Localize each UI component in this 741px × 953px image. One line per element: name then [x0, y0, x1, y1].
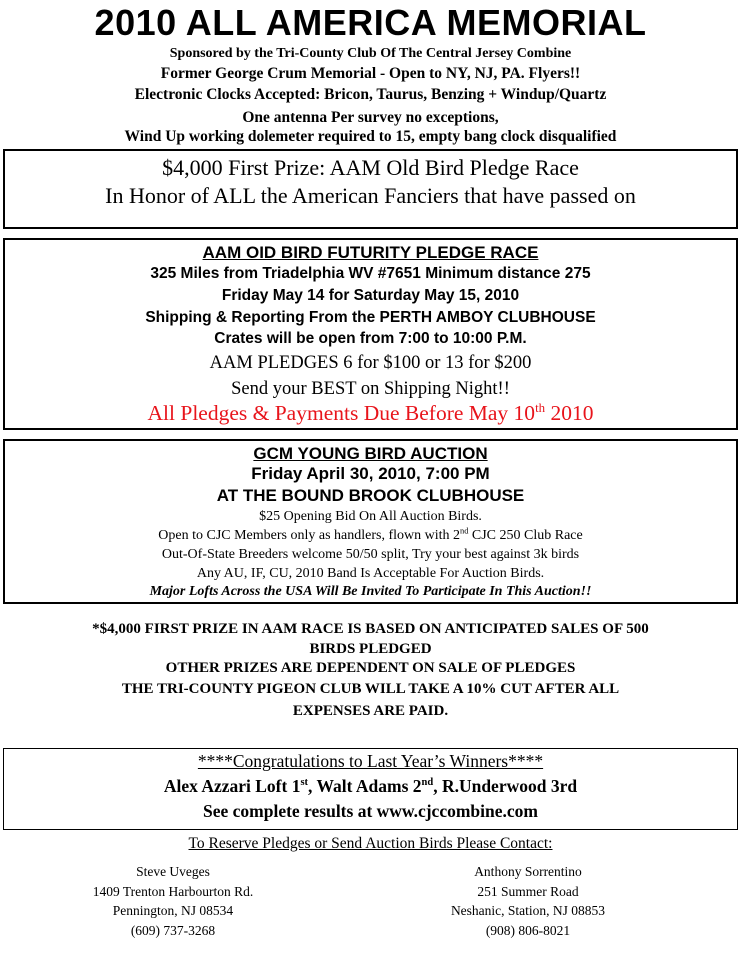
former-memorial-line: Former George Crum Memorial - Open to NY, NJ, PA. Flyers!!: [160, 65, 581, 82]
winner-second: , Walt Adams 2: [308, 776, 422, 796]
page-title: 2010 ALL AMERICA MEMORIAL: [94, 2, 647, 43]
contact-left-name: Steve Uveges: [136, 864, 210, 879]
note-line-4: THE TRI-COUNTY PIGEON CLUB WILL TAKE A 10% CUT AFTER ALL: [121, 681, 620, 697]
contact-left-address: 1409 Trenton Harbourton Rd.: [92, 883, 254, 899]
contact-right: [418, 862, 638, 940]
note-line-1: *$4,000 FIRST PRIZE IN AAM RACE IS BASED ON ANTICIPATED SALES OF 500: [92, 621, 649, 637]
auction-location-line: AT THE BOUND BROOK CLUBHOUSE: [216, 486, 525, 505]
futurity-box: [3, 238, 738, 430]
due-date-line: [5, 401, 736, 426]
distance-line: 325 Miles from Triadelphia WV #7651 Minimum distance 275: [150, 265, 591, 282]
contact-right-address: 251 Summer Road: [477, 883, 579, 899]
winner-third: , R.Underwood 3rd: [433, 776, 578, 796]
first-prize-line: $4,000 First Prize: AAM Old Bird Pledge Race: [162, 155, 579, 180]
breeders-line: Out-Of-State Breeders welcome 50/50 split, Try your best against 3k birds: [161, 547, 580, 562]
contact-right-name: Anthony Sorrentino: [474, 864, 582, 879]
windup-line: Wind Up working dolemeter required to 15, empty bang clock disqualified: [124, 128, 617, 145]
due-date-text: All Pledges & Payments Due Before May 10: [147, 401, 536, 425]
contact-heading: To Reserve Pledges or Send Auction Birds Please Contact:: [188, 835, 553, 852]
open-to-members-text: Open to CJC Members only as handlers, flown with 2: [158, 528, 461, 543]
honor-line: In Honor of ALL the American Fanciers that have passed on: [105, 183, 636, 208]
winner-second-suffix: nd: [421, 777, 434, 789]
winners-box: [3, 748, 738, 830]
contact-left-city: Pennington, NJ 08534: [112, 903, 234, 918]
bands-line: Any AU, IF, CU, 2010 Band Is Acceptable For Auction Birds.: [196, 566, 545, 581]
note-line-2: BIRDS PLEDGED: [309, 641, 432, 657]
major-lofts-line: Major Lofts Across the USA Will Be Invited To Participate In This Auction!!: [149, 584, 592, 599]
note-line-3: OTHER PRIZES ARE DEPENDENT ON SALE OF PLEDGES: [165, 660, 576, 676]
auction-date-line: Friday April 30, 2010, 7:00 PM: [251, 464, 490, 483]
clocks-line: Electronic Clocks Accepted: Bricon, Taurus, Benzing + Windup/Quartz: [134, 86, 607, 103]
due-date-year: 2010: [545, 401, 594, 425]
winners-heading: ****Congratulations to Last Year’s Winners****: [197, 751, 544, 771]
crates-line: Crates will be open from 7:00 to 10:00 P.M.: [214, 330, 527, 347]
contact-left: [63, 862, 283, 940]
first-prize-box: [3, 149, 738, 229]
sponsor-line: Sponsored by the Tri-County Club Of The Central Jersey Combine: [169, 46, 572, 61]
open-to-members-line: [5, 528, 736, 544]
send-best-line: Send your BEST on Shipping Night!!: [231, 379, 510, 399]
antenna-line: One antenna Per survey no exceptions,: [242, 109, 499, 126]
pledges-line: AAM PLEDGES 6 for $100 or 13 for $200: [209, 353, 532, 373]
open-to-members-race: CJC 250 Club Race: [468, 528, 583, 543]
contact-left-phone: (609) 737-3268: [130, 922, 216, 938]
open-to-members-suffix: nd: [460, 526, 469, 536]
futurity-heading: AAM OID BIRD FUTURITY PLEDGE RACE: [202, 243, 539, 262]
winner-first: Alex Azzari Loft 1: [163, 776, 301, 796]
opening-bid-line: $25 Opening Bid On All Auction Birds.: [259, 509, 482, 524]
contact-right-phone: (908) 806-8021: [485, 922, 571, 938]
winners-line: [4, 776, 737, 797]
results-line: See complete results at www.cjccombine.com: [202, 801, 538, 821]
contact-right-city: Neshanic, Station, NJ 08853: [450, 903, 606, 918]
auction-heading: GCM YOUNG BIRD AUCTION: [253, 444, 488, 463]
auction-box: [3, 439, 738, 604]
winner-first-suffix: st: [300, 777, 309, 789]
shipping-line: Shipping & Reporting From the PERTH AMBOY CLUBHOUSE: [145, 309, 596, 326]
due-date-suffix: th: [535, 400, 546, 415]
race-date-line: Friday May 14 for Saturday May 15, 2010: [221, 287, 520, 304]
note-line-5: EXPENSES ARE PAID.: [292, 703, 449, 719]
